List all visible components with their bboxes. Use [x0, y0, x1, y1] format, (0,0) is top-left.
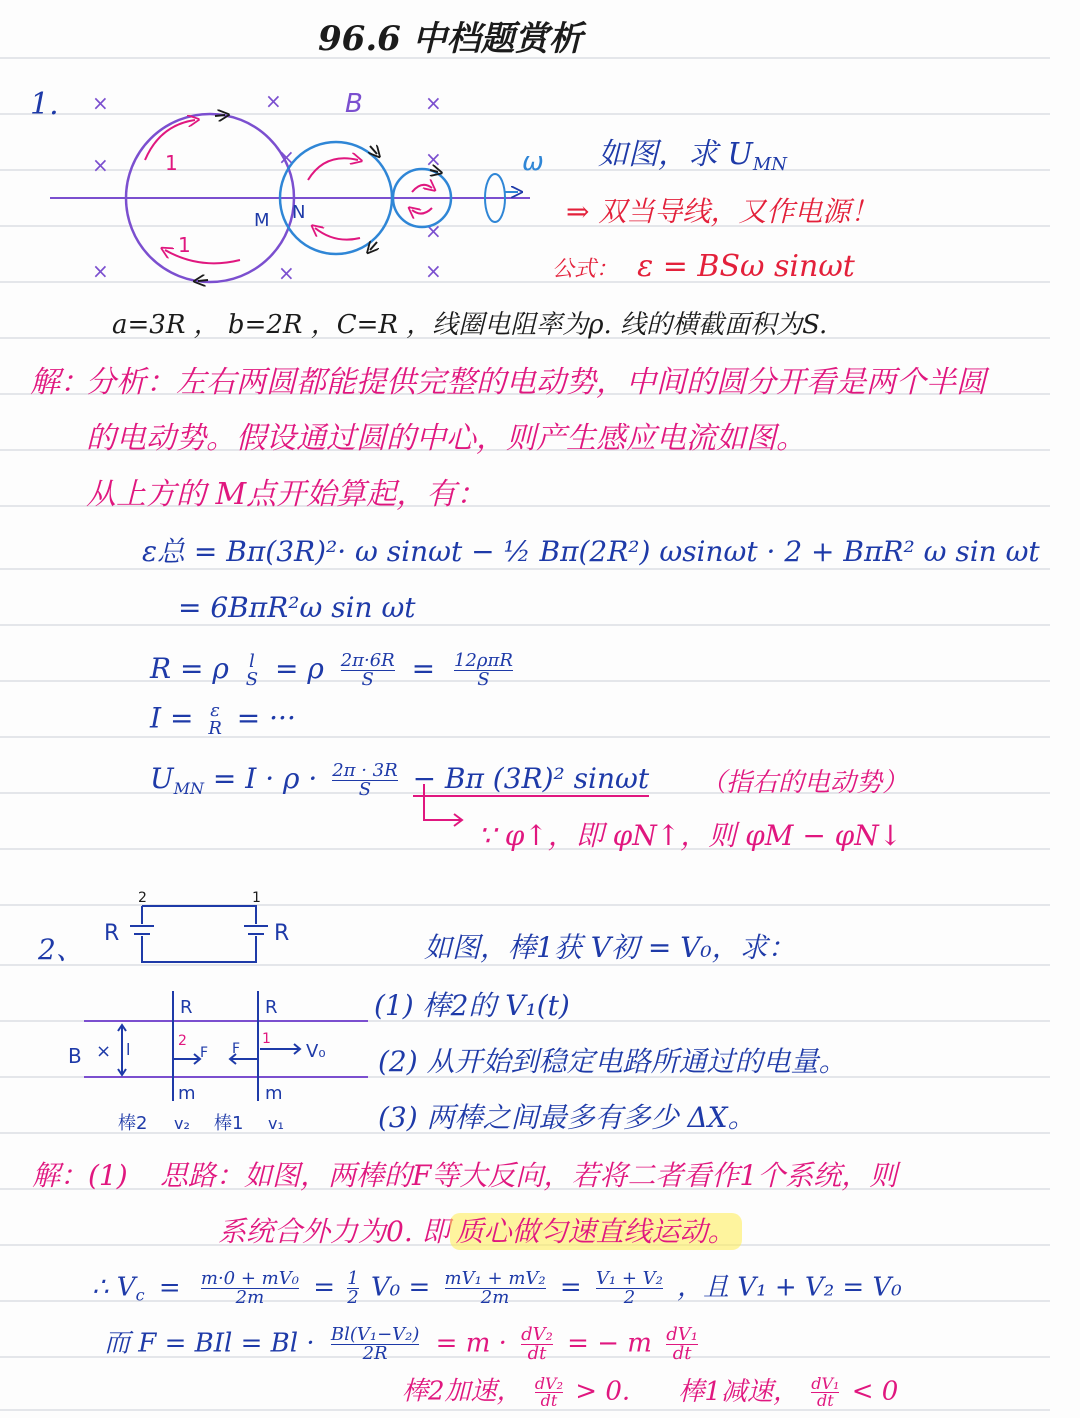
solution-1-line3: 从上方的 M点开始算起，有：: [86, 477, 487, 512]
implication-arrow: [410, 780, 470, 830]
bar-2-velocity: v₂: [174, 1114, 190, 1133]
resistor-label: R: [274, 921, 290, 946]
emf-result: = 6BπR²ω sin ωt: [178, 591, 416, 624]
problem-2-number: 2、: [38, 933, 84, 966]
force-label: F: [232, 1041, 241, 1057]
circuit-diagram: [96, 888, 306, 978]
rails-diagram: [60, 985, 380, 1145]
given-conditions: a=3R ， b=2R ，C=R ，线圈电阻率为ρ. 线的横截面积为S.: [112, 310, 828, 340]
rail-gap-label: l: [126, 1040, 131, 1059]
question-part-1: (1) 棒2的 V₁(t): [374, 989, 570, 1022]
mass-label: m: [178, 1083, 196, 1104]
field-cross: ×: [92, 91, 109, 115]
potential-conclusion: ∵ φ↑，即 φN↑，则 φM − φN↓: [478, 819, 903, 852]
mass-label: m: [265, 1083, 283, 1104]
solution-2-label: 解：(1): [32, 1159, 128, 1192]
problem-1-question: 如图，求 $U_{MN}$: [598, 137, 788, 175]
field-cross: ×: [96, 1041, 112, 1062]
omega-label: ω: [522, 147, 544, 177]
field-label-B: B: [68, 1044, 82, 1068]
emf-direction-note: （指右的电动势）: [700, 768, 909, 798]
field-cross: ×: [92, 259, 109, 283]
formula-line: 公式： ε = BSω sinωt: [552, 249, 855, 284]
question-part-3: (3) 两棒之间最多有多少 ΔX。: [378, 1101, 756, 1134]
solution-2-line2: 系统合外力为0. 即 质心做匀速直线运动。: [218, 1218, 742, 1246]
field-cross: ×: [425, 147, 442, 171]
acceleration-signs: 棒2加速， $\frac{\text{dV₂}}{dt}$ > 0. 棒1减速， $\frac{\text{dV₁}}{dt}$ < 0: [402, 1374, 899, 1410]
emf-equation: ε总 = Bπ(3R)²· ω sinωt − ½ Bπ(2R²) ωsinωt · 2 + BπR² ω sin ωt: [142, 535, 1040, 568]
solution-1-line1: 分析：左右两圆都能提供完整的电动势，中间的圆分开看是两个半圆: [86, 365, 986, 400]
field-cross: ×: [278, 261, 295, 285]
current-equation: I = ε R = ···: [150, 700, 296, 739]
problem-1-number: 1.: [30, 87, 59, 122]
resistor-label: R: [104, 921, 120, 946]
solution-1-label: 解：: [30, 365, 90, 400]
force-equation: 而 F = BIl = Bl · $\frac{\text{Bl(V₁−V₂)}}{2R}$ = m · $\frac{\text{dV₂}}{dt}$ = − m $\frac{\text{dV₁}}{dt}$: [104, 1324, 698, 1364]
bar-2-index: 2: [178, 1033, 187, 1049]
bar-1-velocity: v₁: [268, 1114, 284, 1133]
field-cross: ×: [92, 153, 109, 177]
field-cross: ×: [425, 219, 442, 243]
page-title: 96.6 中档题赏析: [318, 19, 583, 59]
current-label-1: 1: [165, 151, 178, 175]
point-N: N: [292, 202, 306, 223]
resistor-label: R: [265, 997, 278, 1018]
field-cross: ×: [265, 89, 282, 113]
question-part-2: (2) 从开始到稳定电路所通过的电量。: [378, 1045, 847, 1078]
field-cross: ×: [425, 91, 442, 115]
field-cross: ×: [425, 259, 442, 283]
center-velocity-equation: ∴ Vc = $\frac{\text{m·0 + mV₀}}{2m}$ = $\frac{1}{2}$ V₀ = $\frac{\text{mV₁ + mV₂}}{2m}$ = $\frac{\text{V₁ + V₂}}{2}$ ，且 V₁ + V₂ = V₀: [92, 1268, 902, 1308]
problem-1-diagram: [40, 80, 560, 295]
solution-2-line1: 思路：如图，两棒的F等大反向，若将二者看作1个系统，则: [160, 1159, 898, 1192]
current-label-1: 1: [178, 233, 191, 257]
node-2-label: 2: [138, 890, 147, 906]
resistance-equation: R = ρ l S = ρ $\frac{2\pi\cdot 6R}{S}$ = 12ρπR S: [150, 650, 513, 690]
bar-2-label: 棒2: [118, 1113, 148, 1134]
velocity-label: V₀: [306, 1041, 326, 1062]
bar-1-index: 1: [262, 1031, 271, 1047]
field-cross: ×: [278, 145, 295, 169]
node-1-label: 1: [252, 890, 261, 906]
field-label-B: B: [345, 89, 363, 119]
umn-equation: $U_{MN} = I \cdot \rho$ · $\frac{2\pi \cdot 3R}{S}$ − Bπ (3R)² sinωt: [150, 760, 650, 800]
resistor-label: R: [180, 997, 193, 1018]
point-M: M: [254, 210, 270, 231]
force-label: F: [200, 1045, 209, 1061]
solution-1-line2: 的电动势。假设通过圆的中心，则产生感应电流如图。: [86, 421, 806, 456]
problem-2-question: 如图，棒1获 V初 = V₀，求：: [424, 931, 796, 964]
note-red: ⇒ 双当导线，又作电源！: [566, 195, 879, 228]
bar-1-label: 棒1: [214, 1113, 244, 1134]
